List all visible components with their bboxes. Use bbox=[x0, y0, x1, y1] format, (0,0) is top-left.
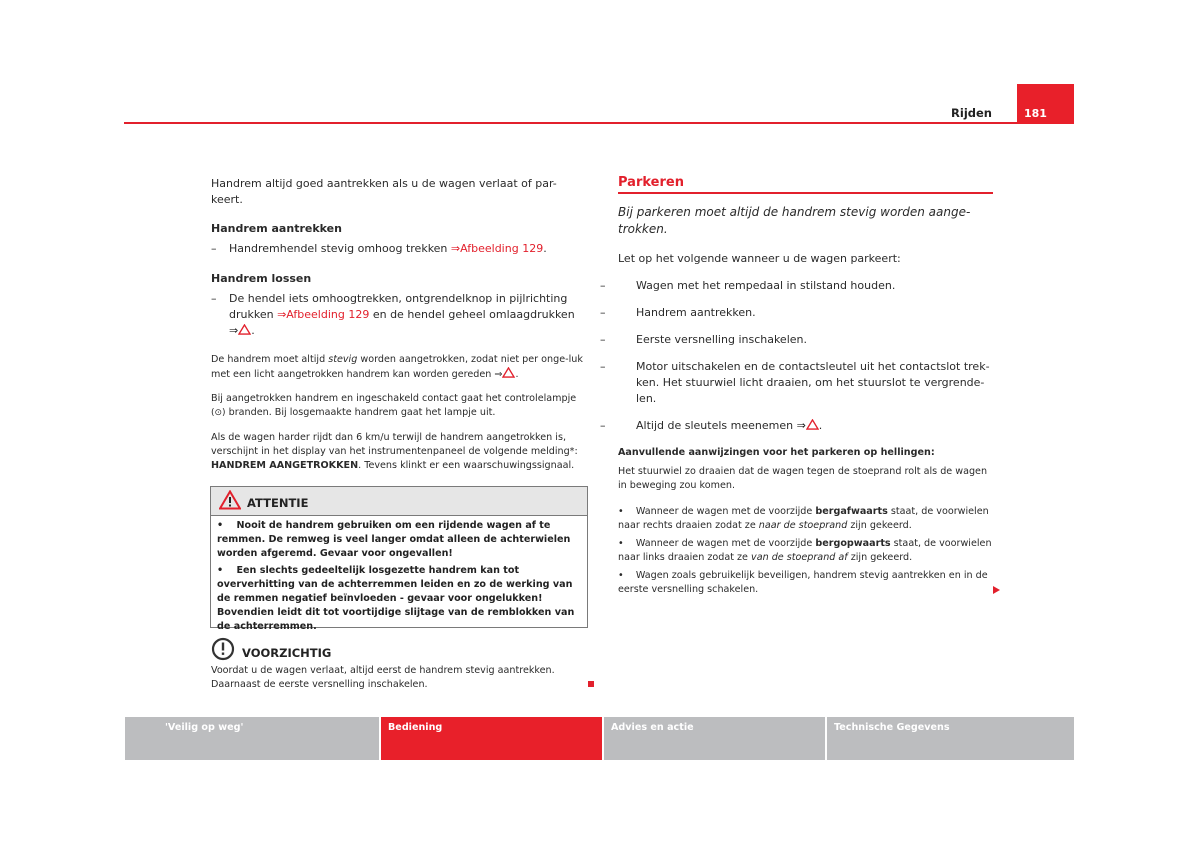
attention-item-text: Nooit de handrem gebruiken om een rijdende wagen af te remmen. De remweg is veel langer omdat alleen de achterwielen worden afgeremd. Gevaar voor ongevallen! bbox=[217, 520, 571, 559]
note-text: Bij aangetrokken handrem en ingeschakeld contact gaat het controlelampje bbox=[211, 393, 577, 404]
step-text: Eerste versnelling inschakelen. bbox=[636, 333, 807, 346]
caution-title: VOORZICHTIG bbox=[242, 646, 332, 660]
parkeren-intro: Let op het volgende wanneer u de wagen parkeert: bbox=[618, 252, 901, 265]
punct: . bbox=[543, 242, 547, 255]
caution-line: Daarnaast de eerste versnelling inschakelen. bbox=[211, 679, 428, 690]
nav-tab-veilig-op-weg[interactable] bbox=[125, 717, 379, 760]
bullet-text: Wanneer de wagen met de voorzijde bbox=[635, 538, 816, 549]
heading-handrem-lossen: Handrem lossen bbox=[211, 272, 312, 285]
attention-box bbox=[210, 486, 588, 632]
bullet-text: Wagen zoals gebruikelijk beveiligen, handrem stevig aantrekken en in de eerste versnelling schakelen. bbox=[618, 570, 988, 595]
bullet-text: staat, de voorwielen naar links draaien zodat ze bbox=[618, 538, 992, 563]
nav-tab-advies-en-actie[interactable] bbox=[604, 717, 825, 760]
step-text: Handrem aantrekken. bbox=[636, 306, 756, 319]
note-stevig: De handrem moet altijd stevig worden aangetrokken, zodat niet per onge-luk met een licht aangetrokken handrem kan worden gereden ⇒ . bbox=[211, 354, 583, 380]
step-text: Handremhendel stevig omhoog trekken bbox=[229, 242, 451, 255]
note-text: Als de wagen harder rijdt dan 6 km/u terwijl de handrem aangetrokken is, verschijnt in het display van het instrumentenpaneel de volgende melding*: bbox=[211, 432, 578, 457]
arrow: ⇒ bbox=[229, 324, 239, 337]
warning-triangle-icon[interactable] bbox=[502, 367, 515, 378]
caution-circle-icon bbox=[211, 637, 235, 661]
step-item: – Handrem aantrekken. bbox=[600, 306, 756, 319]
step-item: – Motor uitschakelen en de contactsleutel uit het contactslot trek-ken. Het stuurwiel licht draaien, om het stuurslot te vergrende-len. bbox=[600, 360, 990, 405]
bullet-bold: bergopwaarts bbox=[815, 538, 891, 549]
step-text: Motor uitschakelen en de contactsleutel uit het contactslot trek-ken. Het stuurwiel licht draaien, om het stuurslot te vergrende-len. bbox=[636, 360, 990, 405]
slopes-intro: Het stuurwiel zo draaien dat de wagen tegen de stoeprand rolt als de wagen in beweging zou komen. bbox=[618, 466, 988, 491]
note-melding bbox=[211, 431, 593, 473]
nav-tab-label: Bediening bbox=[388, 722, 443, 733]
continue-arrow-icon[interactable] bbox=[993, 586, 1000, 594]
attention-body bbox=[211, 516, 587, 637]
note-text: branden. Bij losgemaakte handrem gaat het lampje uit. bbox=[225, 407, 496, 418]
attention-item: • Nooit de handrem gebruiken om een rijdende wagen af te remmen. De remweg is veel langer omdat alleen de achterwielen worden afgeremd. Gevaar voor ongevallen! bbox=[217, 520, 571, 559]
bullet-item: • Wanneer de wagen met de voorzijde bergafwaarts staat, de voorwielen naar rechts draaien zodat ze naar de stoeprand zijn gekeerd. bbox=[618, 506, 989, 531]
slopes-bullets bbox=[618, 505, 996, 597]
nav-tab-label: Technische Gegevens bbox=[834, 722, 950, 733]
section-end-marker bbox=[588, 681, 594, 687]
slopes-heading: Aanvullende aanwijzingen voor het parkeren op hellingen: bbox=[618, 447, 935, 458]
bullet-text: zijn gekeerd. bbox=[847, 520, 912, 531]
figure-link[interactable]: ⇒Afbeelding 129 bbox=[277, 308, 370, 321]
step-handrem-aantrekken: – Handremhendel stevig omhoog trekken ⇒Afbeelding 129. bbox=[211, 242, 547, 255]
parkeren-steps bbox=[600, 278, 996, 434]
bullet-item: • Wanneer de wagen met de voorzijde bergopwaarts staat, de voorwielen naar links draaien zodat ze van de stoeprand af zijn gekeerd. bbox=[618, 538, 992, 563]
heading-handrem-aantrekken: Handrem aantrekken bbox=[211, 222, 342, 235]
bullet-bold: bergafwaarts bbox=[815, 506, 888, 517]
step-item: – Eerste versnelling inschakelen. bbox=[600, 333, 807, 346]
note-text: De handrem moet altijd bbox=[211, 354, 329, 365]
section-title: Rijden bbox=[951, 106, 992, 120]
note-text: worden aangetrokken, zodat niet per onge-luk met een licht aangetrokken handrem kan worden gereden ⇒ bbox=[211, 354, 583, 380]
nav-tab-technische-gegevens[interactable] bbox=[827, 717, 1074, 760]
left-intro: Handrem altijd goed aantrekken als u de wagen verlaat of par-keert. bbox=[211, 177, 557, 206]
warning-triangle-icon bbox=[219, 490, 241, 510]
bullet-text: zijn gekeerd. bbox=[847, 552, 913, 563]
step-handrem-lossen: – De hendel iets omhoogtrekken, ontgrendelknop in pijlrichting drukken ⇒Afbeelding 129 en de hendel geheel omlaagdrukken ⇒ . bbox=[211, 292, 575, 337]
bullet-italic: naar de stoeprand bbox=[758, 520, 848, 531]
display-message: HANDREM AANGETROKKEN bbox=[211, 460, 359, 471]
note-text: . Tevens klinkt er een waarschuwingssignaal. bbox=[358, 460, 575, 471]
nav-tab-label: 'Veilig op weg' bbox=[165, 722, 244, 733]
bullet-text: staat, de voorwielen naar rechts draaien zodat ze bbox=[618, 506, 989, 531]
step-line: drukken bbox=[229, 308, 278, 321]
note-italic: stevig bbox=[328, 354, 358, 365]
brake-lamp-icon: (⊙) bbox=[211, 408, 226, 418]
caution-line: Voordat u de wagen verlaat, altijd eerst de handrem stevig aantrekken. bbox=[211, 665, 555, 676]
parkeren-heading: Parkeren bbox=[618, 175, 684, 190]
parkeren-lead: Bij parkeren moet altijd de handrem stevig worden aange-trokken. bbox=[618, 205, 971, 236]
bullet-item: • Wagen zoals gebruikelijk beveiligen, handrem stevig aantrekken en in de eerste versnelling schakelen. bbox=[618, 570, 988, 595]
bullet-text: Wanneer de wagen met de voorzijde bbox=[635, 506, 816, 517]
page-number: 181 bbox=[1024, 107, 1047, 120]
step-line: en de hendel geheel omlaagdrukken bbox=[369, 308, 575, 321]
nav-tab-bediening[interactable] bbox=[381, 717, 602, 760]
bullet-italic: van de stoeprand af bbox=[751, 552, 848, 563]
attention-title: ATTENTIE bbox=[247, 496, 309, 510]
parkeren-rule bbox=[618, 192, 993, 194]
step-item: – Altijd de sleutels meenemen ⇒ . bbox=[600, 419, 823, 432]
figure-link[interactable]: ⇒Afbeelding 129 bbox=[450, 242, 544, 255]
step-text: Altijd de sleutels meenemen ⇒ bbox=[636, 419, 806, 432]
attention-header bbox=[211, 487, 587, 516]
step-line: De hendel iets omhoogtrekken, ontgrendelknop in pijlrichting bbox=[229, 292, 568, 305]
attention-item-text: Een slechts gedeeltelijk losgezette handrem kan tot oververhitting van de achterremmen leiden en zo de werking van de remmen negatief beïnvloeden - gevaar voor ongelukken! Bovendien leidt dit tot voortijdige slijtage van de remblokken van de achterremmen. bbox=[217, 565, 575, 632]
caution-text bbox=[211, 664, 591, 692]
warning-triangle-icon[interactable] bbox=[238, 324, 251, 335]
header-rule bbox=[124, 122, 1017, 124]
step-text: Wagen met het rempedaal in stilstand houden. bbox=[636, 279, 896, 292]
step-item: – Wagen met het rempedaal in stilstand houden. bbox=[600, 279, 896, 292]
note-controlelampje bbox=[211, 392, 591, 420]
attention-item: • Een slechts gedeeltelijk losgezette handrem kan tot oververhitting van de achterremmen leiden en zo de werking van de remmen negatief beïnvloeden - gevaar voor ongelukken! Bovendien leidt dit tot voortijdige slijtage van de remblokken van de achterremmen. bbox=[217, 565, 575, 632]
nav-tab-label: Advies en actie bbox=[611, 722, 694, 733]
warning-triangle-icon[interactable] bbox=[806, 419, 819, 430]
